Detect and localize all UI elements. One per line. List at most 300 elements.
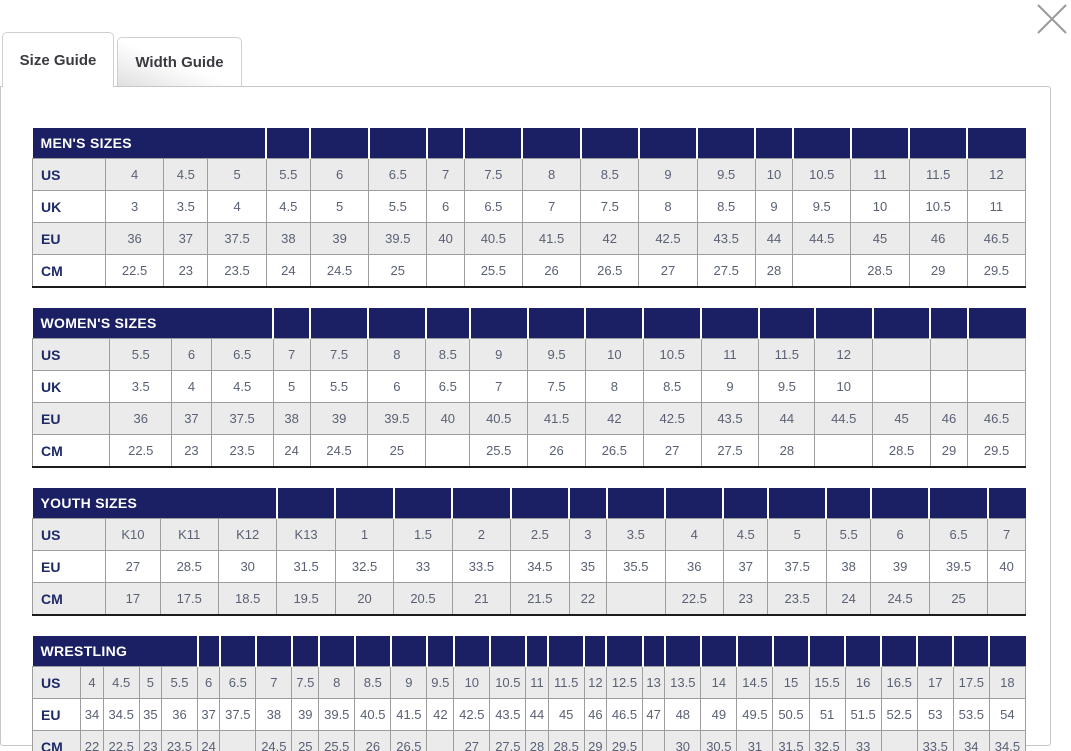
size-cell: 2.5 bbox=[511, 519, 569, 551]
size-cell bbox=[426, 435, 470, 468]
size-cell: 23 bbox=[164, 255, 208, 288]
size-cell: 6 bbox=[198, 667, 220, 699]
size-cell: 8.5 bbox=[643, 371, 701, 403]
size-cell: 36 bbox=[110, 403, 172, 435]
size-cell: 29.5 bbox=[606, 731, 642, 751]
size-cell: 23 bbox=[723, 583, 767, 616]
size-cell: 5.5 bbox=[161, 667, 197, 699]
header-cell bbox=[871, 488, 929, 519]
row-label: UK bbox=[33, 191, 106, 223]
size-cell: 44.5 bbox=[793, 223, 851, 255]
header-cell bbox=[773, 636, 809, 667]
size-cell: 21 bbox=[452, 583, 510, 616]
header-cell bbox=[701, 308, 759, 339]
size-cell: 37.5 bbox=[211, 403, 273, 435]
size-cell: 3.5 bbox=[110, 371, 172, 403]
row-label: US bbox=[33, 159, 106, 191]
size-cell: 5.5 bbox=[826, 519, 870, 551]
table-row bbox=[33, 371, 1026, 403]
size-cell: 41.5 bbox=[391, 699, 427, 731]
header-cell bbox=[953, 636, 989, 667]
size-cell: 25.5 bbox=[319, 731, 355, 751]
row-label: CM bbox=[33, 255, 106, 288]
size-cell: 29 bbox=[930, 435, 967, 468]
header-cell bbox=[319, 636, 355, 667]
table-youth-sizes bbox=[32, 488, 1026, 616]
size-cell: 47 bbox=[643, 699, 665, 731]
size-cell: 27.5 bbox=[490, 731, 526, 751]
size-cell: 3 bbox=[105, 191, 163, 223]
size-cell: 43.5 bbox=[697, 223, 755, 255]
row-label: EU bbox=[33, 403, 110, 435]
header-cell bbox=[464, 128, 522, 159]
size-cell: 39.5 bbox=[369, 223, 427, 255]
size-cell: 39.5 bbox=[319, 699, 355, 731]
size-cell: 39 bbox=[310, 403, 368, 435]
size-cell: 40.5 bbox=[464, 223, 522, 255]
size-cell: 43.5 bbox=[490, 699, 526, 731]
size-cell: 42 bbox=[427, 699, 454, 731]
size-cell: 6 bbox=[427, 191, 464, 223]
header-cell bbox=[930, 308, 967, 339]
size-cell: 12 bbox=[584, 667, 606, 699]
table-row bbox=[33, 403, 1026, 435]
size-cell: 23.5 bbox=[768, 583, 826, 616]
size-cell: 38 bbox=[266, 223, 310, 255]
size-cell: 4 bbox=[665, 519, 723, 551]
size-cell: 22 bbox=[569, 583, 607, 616]
header-cell bbox=[737, 636, 773, 667]
size-cell: 7.5 bbox=[464, 159, 522, 191]
size-cell: 42.5 bbox=[643, 403, 701, 435]
size-cell: 9.5 bbox=[759, 371, 815, 403]
size-cell: 8.5 bbox=[581, 159, 639, 191]
size-cell bbox=[427, 255, 464, 288]
header-cell bbox=[368, 308, 426, 339]
size-cell: 13 bbox=[643, 667, 665, 699]
size-cell: 49.5 bbox=[737, 699, 773, 731]
header-cell bbox=[881, 636, 917, 667]
table-row bbox=[33, 667, 1026, 699]
size-cell: 1 bbox=[335, 519, 393, 551]
size-cell bbox=[873, 371, 931, 403]
size-cell: 29.5 bbox=[967, 255, 1025, 288]
row-label: UK bbox=[33, 371, 110, 403]
size-cell: 24.5 bbox=[310, 435, 368, 468]
size-cell: 7 bbox=[988, 519, 1026, 551]
size-cell: 38 bbox=[256, 699, 292, 731]
size-cell: 36 bbox=[161, 699, 197, 731]
header-cell bbox=[639, 128, 697, 159]
size-cell bbox=[607, 583, 665, 616]
header-cell bbox=[665, 636, 701, 667]
close-icon[interactable] bbox=[1031, 0, 1071, 40]
table-header-row bbox=[33, 128, 1026, 159]
size-cell: 23 bbox=[172, 435, 212, 468]
size-cell: 5.5 bbox=[266, 159, 310, 191]
size-cell: 18 bbox=[989, 667, 1025, 699]
header-cell bbox=[697, 128, 755, 159]
size-cell: 8.5 bbox=[355, 667, 391, 699]
size-cell: 53.5 bbox=[953, 699, 989, 731]
size-cell: 20 bbox=[335, 583, 393, 616]
size-cell: 25 bbox=[292, 731, 319, 751]
size-cell bbox=[793, 255, 851, 288]
header-cell bbox=[968, 308, 1026, 339]
size-cell: 17 bbox=[106, 583, 160, 616]
size-cell: 6.5 bbox=[211, 339, 273, 371]
size-cell: 23 bbox=[139, 731, 161, 751]
size-cell: 22.5 bbox=[110, 435, 172, 468]
size-cell: 7 bbox=[273, 339, 310, 371]
size-cell: 46.5 bbox=[606, 699, 642, 731]
size-cell: 4 bbox=[172, 371, 212, 403]
size-cell: 29.5 bbox=[968, 435, 1026, 468]
header-cell bbox=[310, 308, 368, 339]
tab-width-guide[interactable] bbox=[117, 37, 242, 86]
size-cell: 9 bbox=[701, 371, 759, 403]
row-label: EU bbox=[33, 551, 106, 583]
size-cell: 6 bbox=[368, 371, 426, 403]
size-cell: 46.5 bbox=[967, 223, 1025, 255]
header-cell bbox=[873, 308, 931, 339]
size-cell: 7 bbox=[470, 371, 528, 403]
size-cell: 16 bbox=[845, 667, 881, 699]
size-cell: 7.5 bbox=[292, 667, 319, 699]
size-cell: 22.5 bbox=[105, 255, 163, 288]
size-cell: 34 bbox=[953, 731, 989, 751]
size-cell: 46 bbox=[584, 699, 606, 731]
size-cell: 8.5 bbox=[697, 191, 755, 223]
table-row bbox=[33, 191, 1026, 223]
size-cell: 28.5 bbox=[160, 551, 218, 583]
table-womens-sizes bbox=[32, 308, 1026, 468]
size-cell: 11 bbox=[526, 667, 548, 699]
header-cell bbox=[606, 636, 642, 667]
size-cell: 35.5 bbox=[607, 551, 665, 583]
header-cell bbox=[569, 488, 607, 519]
size-cell: 12 bbox=[967, 159, 1025, 191]
header-cell bbox=[755, 128, 792, 159]
table-title: MEN'S SIZES bbox=[33, 128, 267, 159]
table-row bbox=[33, 551, 1026, 583]
size-cell: 6 bbox=[871, 519, 929, 551]
size-cell: 5 bbox=[139, 667, 161, 699]
size-cell: 45 bbox=[548, 699, 584, 731]
size-cell: 13.5 bbox=[665, 667, 701, 699]
size-cell: 46 bbox=[909, 223, 967, 255]
size-cell: 40 bbox=[427, 223, 464, 255]
header-cell bbox=[548, 636, 584, 667]
size-cell: 23.5 bbox=[208, 255, 266, 288]
size-cell: 21.5 bbox=[511, 583, 569, 616]
table-mens-sizes bbox=[32, 128, 1026, 288]
size-cell: 27 bbox=[454, 731, 490, 751]
size-cell: 20.5 bbox=[394, 583, 452, 616]
size-cell: 40.5 bbox=[355, 699, 391, 731]
size-cell: 7 bbox=[256, 667, 292, 699]
size-cell: 49 bbox=[701, 699, 737, 731]
header-cell bbox=[470, 308, 528, 339]
size-cell: 8 bbox=[319, 667, 355, 699]
size-cell: 36 bbox=[105, 223, 163, 255]
size-cell: 28 bbox=[526, 731, 548, 751]
size-cell: 11.5 bbox=[548, 667, 584, 699]
size-cell: 34.5 bbox=[103, 699, 139, 731]
size-cell: 44 bbox=[759, 403, 815, 435]
size-cell: 45 bbox=[851, 223, 909, 255]
size-cell: 28 bbox=[755, 255, 792, 288]
size-cell: 6 bbox=[172, 339, 212, 371]
size-cell: 31.5 bbox=[773, 731, 809, 751]
size-cell: 46.5 bbox=[968, 403, 1026, 435]
size-cell: 7.5 bbox=[581, 191, 639, 223]
size-cell bbox=[881, 731, 917, 751]
header-cell bbox=[967, 128, 1025, 159]
size-cell: 5.5 bbox=[310, 371, 368, 403]
size-cell: 27 bbox=[643, 435, 701, 468]
header-cell bbox=[643, 636, 665, 667]
header-cell bbox=[454, 636, 490, 667]
size-cell: 9.5 bbox=[697, 159, 755, 191]
header-cell bbox=[665, 488, 723, 519]
header-cell bbox=[607, 488, 665, 519]
header-cell bbox=[355, 636, 391, 667]
table-title: YOUTH SIZES bbox=[33, 488, 277, 519]
size-cell: 30 bbox=[665, 731, 701, 751]
size-cell: 11 bbox=[701, 339, 759, 371]
size-cell: 40 bbox=[426, 403, 470, 435]
size-cell: 6.5 bbox=[220, 667, 256, 699]
size-cell: 3.5 bbox=[607, 519, 665, 551]
size-cell bbox=[873, 339, 931, 371]
header-cell bbox=[528, 308, 586, 339]
size-cell: 32.5 bbox=[335, 551, 393, 583]
size-cell: 10 bbox=[585, 339, 643, 371]
header-cell bbox=[815, 308, 873, 339]
size-cell: 29 bbox=[909, 255, 967, 288]
size-cell: 5.5 bbox=[110, 339, 172, 371]
size-cell: 15 bbox=[773, 667, 809, 699]
size-cell: 35 bbox=[569, 551, 607, 583]
size-cell: 24.5 bbox=[310, 255, 368, 288]
size-cell: 4.5 bbox=[266, 191, 310, 223]
row-label: EU bbox=[33, 699, 81, 731]
size-cell: 4 bbox=[81, 667, 103, 699]
size-cell: 22 bbox=[81, 731, 103, 751]
table-wrestling bbox=[32, 636, 1026, 751]
size-cell: 37 bbox=[198, 699, 220, 731]
header-cell bbox=[292, 636, 319, 667]
size-cell: 28.5 bbox=[851, 255, 909, 288]
header-cell bbox=[277, 488, 335, 519]
header-cell bbox=[768, 488, 826, 519]
size-cell: 38 bbox=[826, 551, 870, 583]
size-cell: 8 bbox=[639, 191, 697, 223]
size-cell: 33.5 bbox=[452, 551, 510, 583]
size-cell: K13 bbox=[277, 519, 335, 551]
size-cell: 26.5 bbox=[391, 731, 427, 751]
size-cell: 5 bbox=[208, 159, 266, 191]
size-cell: 48 bbox=[665, 699, 701, 731]
size-cell: 35 bbox=[139, 699, 161, 731]
size-cell: 51 bbox=[809, 699, 845, 731]
size-cell: 34 bbox=[81, 699, 103, 731]
size-cell: 24 bbox=[273, 435, 310, 468]
row-label: US bbox=[33, 339, 110, 371]
row-label: US bbox=[33, 519, 106, 551]
header-cell bbox=[723, 488, 767, 519]
size-cell: 27.5 bbox=[701, 435, 759, 468]
header-cell bbox=[643, 308, 701, 339]
size-cell: 34.5 bbox=[511, 551, 569, 583]
size-cell bbox=[427, 731, 454, 751]
size-cell: 24 bbox=[198, 731, 220, 751]
header-cell bbox=[427, 128, 464, 159]
size-cell: 6.5 bbox=[426, 371, 470, 403]
size-cell: 25.5 bbox=[464, 255, 522, 288]
size-cell bbox=[643, 731, 665, 751]
size-cell: 11.5 bbox=[909, 159, 967, 191]
size-cell: 5.5 bbox=[369, 191, 427, 223]
header-cell bbox=[851, 128, 909, 159]
size-cell: 12.5 bbox=[606, 667, 642, 699]
size-cell: 17.5 bbox=[953, 667, 989, 699]
header-cell bbox=[929, 488, 987, 519]
size-cell: 1.5 bbox=[394, 519, 452, 551]
size-cell: 4.5 bbox=[164, 159, 208, 191]
size-cell: 5 bbox=[768, 519, 826, 551]
size-cell bbox=[815, 435, 873, 468]
tab-width-guide-label: Width Guide bbox=[135, 53, 224, 71]
table-header-row bbox=[33, 308, 1026, 339]
size-cell: 27.5 bbox=[697, 255, 755, 288]
size-cell: 10 bbox=[454, 667, 490, 699]
size-cell: 11 bbox=[851, 159, 909, 191]
size-cell: 8 bbox=[522, 159, 580, 191]
size-cell: 42 bbox=[585, 403, 643, 435]
size-cell bbox=[988, 583, 1026, 616]
size-cell: 24.5 bbox=[256, 731, 292, 751]
size-cell: 38 bbox=[273, 403, 310, 435]
size-cell: 4.5 bbox=[723, 519, 767, 551]
row-label: CM bbox=[33, 731, 81, 751]
size-cell: 41.5 bbox=[528, 403, 586, 435]
size-cell: 15.5 bbox=[809, 667, 845, 699]
table-row bbox=[33, 159, 1026, 191]
size-cell: 30 bbox=[218, 551, 276, 583]
size-cell bbox=[220, 731, 256, 751]
table-header-row bbox=[33, 636, 1026, 667]
header-cell bbox=[220, 636, 256, 667]
table-title: WOMEN'S SIZES bbox=[33, 308, 274, 339]
size-cell bbox=[968, 339, 1026, 371]
size-cell: K10 bbox=[106, 519, 160, 551]
header-cell bbox=[427, 636, 454, 667]
table-row bbox=[33, 339, 1026, 371]
size-cell: 25 bbox=[368, 435, 426, 468]
size-cell: 40 bbox=[988, 551, 1026, 583]
size-cell bbox=[968, 371, 1026, 403]
size-cell: 17 bbox=[917, 667, 953, 699]
header-cell bbox=[273, 308, 310, 339]
header-cell bbox=[522, 128, 580, 159]
size-cell: 28 bbox=[759, 435, 815, 468]
row-label: CM bbox=[33, 583, 106, 616]
size-cell: 19.5 bbox=[277, 583, 335, 616]
header-cell bbox=[490, 636, 526, 667]
size-cell: 25 bbox=[929, 583, 987, 616]
size-cell: 25.5 bbox=[470, 435, 528, 468]
size-cell: 33 bbox=[394, 551, 452, 583]
size-cell: 4.5 bbox=[103, 667, 139, 699]
size-cell: 44 bbox=[526, 699, 548, 731]
size-cell: 2 bbox=[452, 519, 510, 551]
size-cell: 26 bbox=[355, 731, 391, 751]
table-row bbox=[33, 583, 1026, 616]
size-cell: 53 bbox=[917, 699, 953, 731]
size-cell: 4 bbox=[105, 159, 163, 191]
tab-size-guide[interactable] bbox=[2, 32, 114, 87]
size-cell: 37.5 bbox=[768, 551, 826, 583]
tables-container bbox=[1, 87, 1050, 751]
size-cell: K11 bbox=[160, 519, 218, 551]
size-cell: 4 bbox=[208, 191, 266, 223]
size-cell: 26 bbox=[522, 255, 580, 288]
size-cell: 9 bbox=[391, 667, 427, 699]
size-cell: 10 bbox=[755, 159, 792, 191]
size-cell: 5 bbox=[273, 371, 310, 403]
size-cell: 26 bbox=[528, 435, 586, 468]
size-cell: 10.5 bbox=[793, 159, 851, 191]
header-cell bbox=[426, 308, 470, 339]
table-row bbox=[33, 435, 1026, 468]
size-cell: 6.5 bbox=[369, 159, 427, 191]
size-cell: 29 bbox=[584, 731, 606, 751]
size-cell: 23.5 bbox=[161, 731, 197, 751]
size-cell: 3.5 bbox=[164, 191, 208, 223]
size-cell: 22.5 bbox=[103, 731, 139, 751]
size-cell: 39 bbox=[871, 551, 929, 583]
header-cell bbox=[394, 488, 452, 519]
size-cell: 33.5 bbox=[917, 731, 953, 751]
size-cell: 6.5 bbox=[464, 191, 522, 223]
size-cell: 7 bbox=[427, 159, 464, 191]
size-cell: 9 bbox=[755, 191, 792, 223]
size-cell: 46 bbox=[930, 403, 967, 435]
size-cell: 14 bbox=[701, 667, 737, 699]
size-cell: 4.5 bbox=[211, 371, 273, 403]
table-header-row bbox=[33, 488, 1026, 519]
header-cell bbox=[759, 308, 815, 339]
size-cell: 42.5 bbox=[639, 223, 697, 255]
size-cell: 44.5 bbox=[815, 403, 873, 435]
size-cell: 39 bbox=[292, 699, 319, 731]
table-row bbox=[33, 223, 1026, 255]
size-cell: 8.5 bbox=[426, 339, 470, 371]
table-row bbox=[33, 519, 1026, 551]
row-label: US bbox=[33, 667, 81, 699]
header-cell bbox=[701, 636, 737, 667]
size-cell: 39.5 bbox=[368, 403, 426, 435]
header-cell bbox=[581, 128, 639, 159]
table-row bbox=[33, 731, 1026, 751]
size-cell: 27 bbox=[106, 551, 160, 583]
size-cell: 39 bbox=[310, 223, 368, 255]
header-cell bbox=[511, 488, 569, 519]
size-cell: 3 bbox=[569, 519, 607, 551]
size-cell: 9.5 bbox=[793, 191, 851, 223]
